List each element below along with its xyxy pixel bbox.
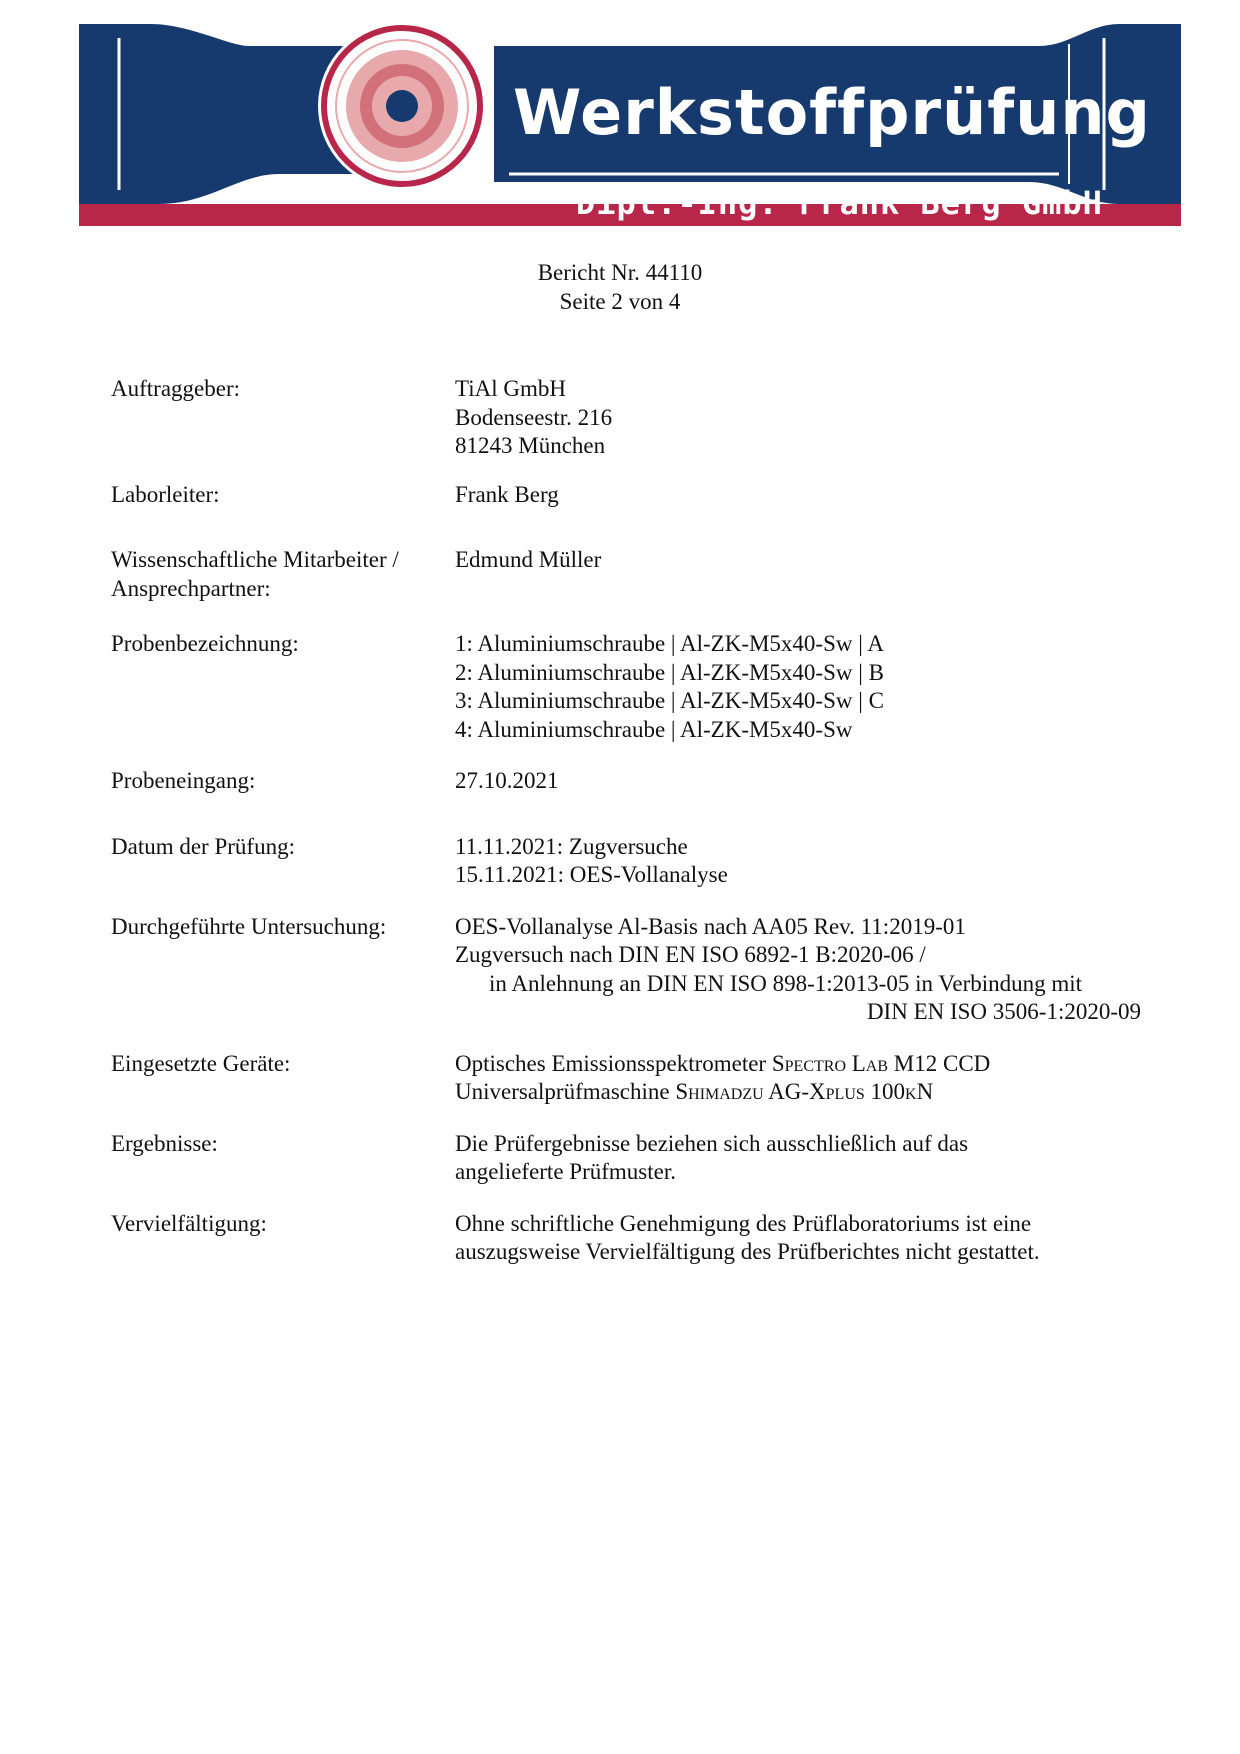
client-value — [455, 375, 1141, 461]
company-logo-banner — [79, 24, 1181, 230]
investigation-row — [111, 913, 1141, 1027]
equipment-brand: Spectro Lab — [771, 1050, 889, 1076]
lab-head-label: Laborleiter: — [111, 481, 220, 507]
investigation-line: DIN EN ISO 3506-1:2020-09 — [866, 999, 1141, 1024]
test-date-row — [111, 833, 1141, 890]
equipment-line-1 — [455, 1050, 1141, 1079]
report-header — [0, 258, 1240, 316]
client-label: Auftraggeber: — [111, 376, 240, 401]
investigation-label: Durchgeführte Untersuchung: — [111, 913, 387, 939]
lab-head-value — [455, 481, 1141, 510]
page-indicator: Seite 2 von 4 — [559, 289, 681, 314]
sample-item: 4: Aluminiumschraube | Al-ZK-M5x40-Sw — [455, 716, 853, 742]
logo-subtitle: Dipl.-Ing. Frank Berg GmbH — [576, 184, 1103, 222]
staff-name: Edmund Müller — [455, 547, 602, 572]
sample-item: 2: Aluminiumschraube | Al-ZK-M5x40-Sw | B — [455, 659, 884, 685]
staff-label-line2: Ansprechpartner: — [111, 575, 271, 601]
investigation-line: in Anlehnung an DIN EN ISO 898-1:2013-05 in Verbindung mit — [489, 970, 1083, 996]
reproduction-line: Ohne schriftliche Genehmigung des Prüflaboratoriums ist eine — [455, 1210, 1032, 1236]
equipment-label: Eingesetzte Geräte: — [111, 1050, 291, 1076]
equipment-line-2 — [455, 1078, 1141, 1107]
equipment-type: Universalprüfmaschine — [455, 1079, 676, 1104]
reproduction-label: Vervielfältigung: — [111, 1210, 267, 1236]
reproduction-row — [111, 1210, 1141, 1267]
report-number: Bericht Nr. 44110 — [537, 260, 703, 285]
investigation-value — [455, 913, 1141, 1027]
lab-head-name: Frank Berg — [455, 481, 559, 507]
samples-value — [455, 630, 1141, 744]
equipment-value — [455, 1050, 1141, 1107]
equipment-row — [111, 1050, 1141, 1107]
results-label: Ergebnisse: — [111, 1130, 218, 1156]
samples-row — [111, 630, 1141, 744]
investigation-line: Zugversuch nach DIN EN ISO 6892-1 B:2020-06 / — [455, 942, 926, 967]
equipment-capacity: 100kN — [864, 1079, 934, 1104]
lab-head-row — [111, 481, 1141, 510]
receipt-label: Probeneingang: — [111, 768, 256, 793]
results-line: angelieferte Prüfmuster. — [455, 1159, 676, 1184]
receipt-date: 27.10.2021 — [455, 768, 559, 793]
results-line: Die Prüfergebnisse beziehen sich ausschließlich auf das — [455, 1130, 969, 1156]
samples-label: Probenbezeichnung: — [111, 631, 299, 656]
equipment-brand: Shimadzu — [675, 1079, 764, 1104]
results-value — [455, 1130, 1141, 1187]
reproduction-value — [455, 1210, 1141, 1267]
sample-item: 1: Aluminiumschraube | Al-ZK-M5x40-Sw | A — [455, 631, 884, 656]
receipt-row — [111, 767, 1141, 796]
client-row — [111, 375, 1141, 461]
test-date-item: 11.11.2021: Zugversuche — [455, 833, 688, 859]
test-date-value — [455, 833, 1141, 890]
sample-item: 3: Aluminiumschraube | Al-ZK-M5x40-Sw | C — [455, 688, 884, 713]
client-name: TiAl GmbH — [455, 376, 566, 401]
equipment-model: M12 CCD — [888, 1050, 991, 1076]
report-info-table — [111, 375, 1141, 1267]
staff-value — [455, 546, 1141, 603]
equipment-model: AG-Xplus — [763, 1079, 865, 1104]
test-date-label: Datum der Prüfung: — [111, 833, 295, 859]
staff-label — [111, 546, 455, 603]
client-street: Bodenseestr. 216 — [455, 404, 613, 430]
staff-label-line1: Wissenschaftliche Mitarbeiter / — [111, 547, 399, 572]
reproduction-line: auszugsweise Vervielfältigung des Prüfberichtes nicht gestattet. — [455, 1239, 1040, 1264]
receipt-value — [455, 767, 1141, 796]
staff-row — [111, 546, 1141, 603]
equipment-type: Optisches Emissionsspektrometer — [455, 1050, 772, 1076]
results-row — [111, 1130, 1141, 1187]
investigation-line: OES-Vollanalyse Al-Basis nach AA05 Rev. 11:2019-01 — [455, 913, 966, 939]
logo-title: Werkstoffprüfung — [513, 76, 1151, 149]
test-date-item: 15.11.2021: OES-Vollanalyse — [455, 862, 728, 887]
client-city: 81243 München — [455, 433, 606, 458]
